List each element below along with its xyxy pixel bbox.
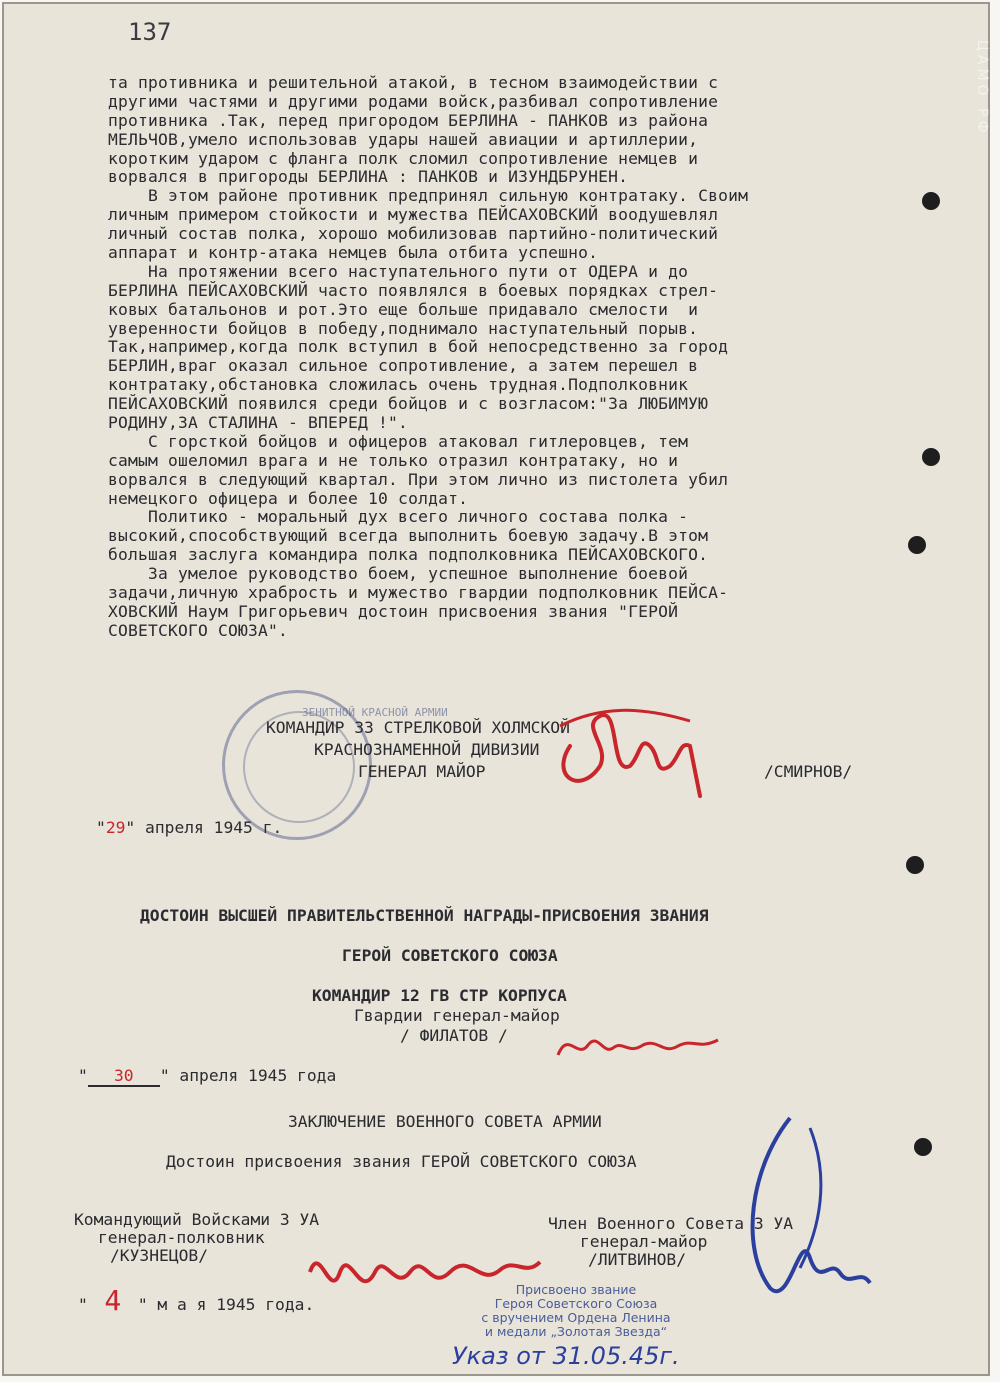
- council-title: ЗАКЛЮЧЕНИЕ ВОЕННОГО СОВЕТА АРМИИ: [288, 1112, 602, 1131]
- corps-date-day: 30: [88, 1066, 160, 1087]
- award-note-line-3: с вручением Ордена Ленина: [481, 1310, 671, 1325]
- body-line: личным примером стойкости и мужества ПЕЙСАХОВСКИЙ воодушевлял: [108, 205, 719, 225]
- litvinov-signature: [730, 1108, 890, 1308]
- body-line: ПЕЙСАХОВСКИЙ появился среди бойцов и с возгласом:"За ЛЮБИМУЮ: [108, 394, 709, 414]
- filatov-signature: [548, 1020, 728, 1070]
- body-line: уверенности бойцов в победу,поднимало наступательный порыв.: [108, 318, 699, 338]
- body-line: ковых батальонов и рот.Это еще больше придавало смелости и: [108, 299, 699, 319]
- body-line: РОДИНУ,ЗА СТАЛИНА - ВПЕРЕД !".: [108, 413, 409, 433]
- division-line-1: КОМАНДИР 33 СТРЕЛКОВОЙ ХОЛМСКОЙ: [266, 718, 570, 737]
- council-date: " 4 " м а я 1945 года.: [78, 1284, 315, 1317]
- division-date: "29" апреля 1945 г.: [96, 818, 283, 837]
- body-line: большая заслуга командира полка подполковника ПЕЙСАХОВСКОГО.: [108, 545, 709, 565]
- council-left-name: /КУЗНЕЦОВ/: [110, 1246, 209, 1265]
- body-line: высокий,способствующий всегда выполнить боевую задачу.В этом: [108, 526, 709, 546]
- body-line: На протяжении всего наступательного пути от ОДЕРА и до: [108, 261, 689, 281]
- body-line: ворвался в следующий квартал. При этом лично из пистолета убил: [108, 469, 729, 489]
- body-line: ворвался в пригороды БЕРЛИНА : ПАНКОВ и ИЗУНДБРУНЕН.: [108, 167, 629, 187]
- body-line: ХОВСКИЙ Наум Григорьевич достоин присвоения звания "ГЕРОЙ: [108, 601, 679, 621]
- council-left-rank: генерал-полковник: [98, 1228, 265, 1247]
- smirnov-signature: [540, 686, 720, 806]
- body-line: другими частями и другими родами войск,разбивал сопротивление: [108, 91, 719, 111]
- award-note: [466, 1283, 686, 1339]
- punch-hole: [914, 1138, 932, 1156]
- body-line: противника .Так, перед пригородом БЕРЛИНА - ПАНКОВ из района: [108, 110, 709, 130]
- corps-line-4: Гвардии генерал-майор: [354, 1006, 560, 1025]
- page-number: 137: [128, 18, 172, 46]
- council-left-title: Командующий Войсками 3 УА: [74, 1210, 320, 1229]
- stamp-text: ЗЕНИТНОЙ КРАСНОЙ АРМИИ: [302, 706, 448, 719]
- punch-hole: [908, 536, 926, 554]
- division-date-rest: апреля 1945 г.: [145, 818, 283, 837]
- division-line-2: КРАСНОЗНАМЕННОЙ ДИВИЗИИ: [314, 740, 540, 759]
- council-text: Достоин присвоения звания ГЕРОЙ СОВЕТСКОГО СОЮЗА: [166, 1152, 637, 1171]
- corps-line-2: ГЕРОЙ СОВЕТСКОГО СОЮЗА: [342, 946, 558, 965]
- council-date-day: 4: [104, 1284, 122, 1317]
- division-name: /СМИРНОВ/: [764, 762, 853, 781]
- body-line: БЕРЛИН,враг оказал сильное сопротивление, а затем перешел в: [108, 356, 699, 376]
- punch-hole: [922, 192, 940, 210]
- watermark: ЦАМО РФ: [974, 40, 990, 137]
- body-line: аппарат и контр-атака немцев была отбита успешно.: [108, 243, 599, 263]
- council-date-rest: м а я 1945 года.: [157, 1295, 315, 1314]
- council-right-rank: генерал-майор: [580, 1232, 708, 1251]
- council-right-name: /ЛИТВИНОВ/: [588, 1250, 687, 1269]
- council-right-title: Член Военного Совета 3 УА: [548, 1214, 794, 1233]
- body-line: МЕЛЬЧОВ,умело использовав удары нашей авиации и артиллерии,: [108, 129, 699, 149]
- award-note-line-1: Присвоено звание: [515, 1282, 637, 1297]
- body-line: контратаку,обстановка сложилась очень трудная.Подполковник: [108, 375, 689, 395]
- body-line: БЕРЛИНА ПЕЙСАХОВСКИЙ часто появлялся в боевых порядках стрел-: [108, 280, 719, 300]
- body-line: В этом районе противник предпринял сильную контратаку. Своим: [108, 186, 749, 206]
- corps-line-1: ДОСТОИН ВЫСШЕЙ ПРАВИТЕЛЬСТВЕННОЙ НАГРАДЫ-ПРИСВОЕНИЯ ЗВАНИЯ: [140, 906, 709, 925]
- punch-hole: [922, 448, 940, 466]
- award-note-line-4: и медали „Золотая Звезда“: [484, 1324, 668, 1339]
- corps-line-3: КОМАНДИР 12 ГВ СТР КОРПУСА: [312, 986, 567, 1005]
- body-line: Так,например,когда полк вступил в бой непосредственно за город: [108, 337, 729, 357]
- corps-date-rest: апреля 1945 года: [179, 1066, 337, 1085]
- body-line: та противника и решительной атакой, в тесном взаимодействии с: [108, 73, 719, 92]
- body-line: личный состав полка, хорошо мобилизовав партийно-политический: [108, 224, 719, 244]
- body-line: самым ошеломил врага и не только отразил контратаку, но и: [108, 450, 679, 470]
- body-line: За умелое руководство боем, успешное выполнение боевой: [108, 564, 689, 584]
- body-line: С горсткой бойцов и офицеров атаковал гитлеровцев, тем: [108, 431, 689, 451]
- body-line: СОВЕТСКОГО СОЮЗА".: [108, 620, 289, 640]
- punch-hole: [906, 856, 924, 874]
- body-line: коротким ударом с фланга полк сломил сопротивление немцев и: [108, 148, 699, 168]
- division-date-day: 29: [105, 818, 126, 837]
- corps-date: " 30 " апреля 1945 года: [78, 1066, 337, 1085]
- body-line: Политико - моральный дух всего личного состава полка -: [108, 507, 689, 527]
- corps-name: / ФИЛАТОВ /: [400, 1026, 508, 1045]
- body-line: задачи,личную храбрость и мужество гвардии подполковник ПЕЙСА-: [108, 583, 729, 603]
- division-line-3: ГЕНЕРАЛ МАЙОР: [358, 762, 486, 781]
- body-text: [108, 74, 938, 641]
- body-line: немецкого офицера и более 10 солдат.: [108, 488, 469, 508]
- award-note-line-2: Героя Советского Союза: [494, 1296, 658, 1311]
- decree-note: Указ от 31.05.45г.: [452, 1342, 680, 1370]
